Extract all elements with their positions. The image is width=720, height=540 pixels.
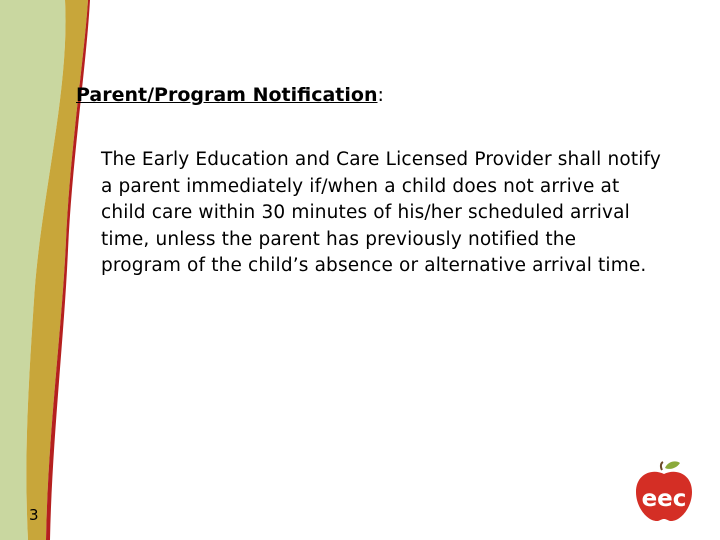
slide-page-number: 3: [29, 506, 39, 524]
eec-logo-text: eec: [641, 486, 687, 512]
left-decorative-band: [0, 0, 90, 540]
eec-apple-logo: [632, 460, 696, 524]
slide-body-text: The Early Education and Care Licensed Provider shall notify a parent immediately if/when a child does not arrive at child care within 30 minutes of his/her scheduled arrival time, unless the parent has previously notified the program of the child’s absence or alternative arrival time.: [101, 149, 661, 277]
slide-title: [76, 84, 384, 106]
slide-title-text: Parent/Program Notification: [76, 84, 378, 106]
slide-title-colon: :: [377, 84, 384, 106]
